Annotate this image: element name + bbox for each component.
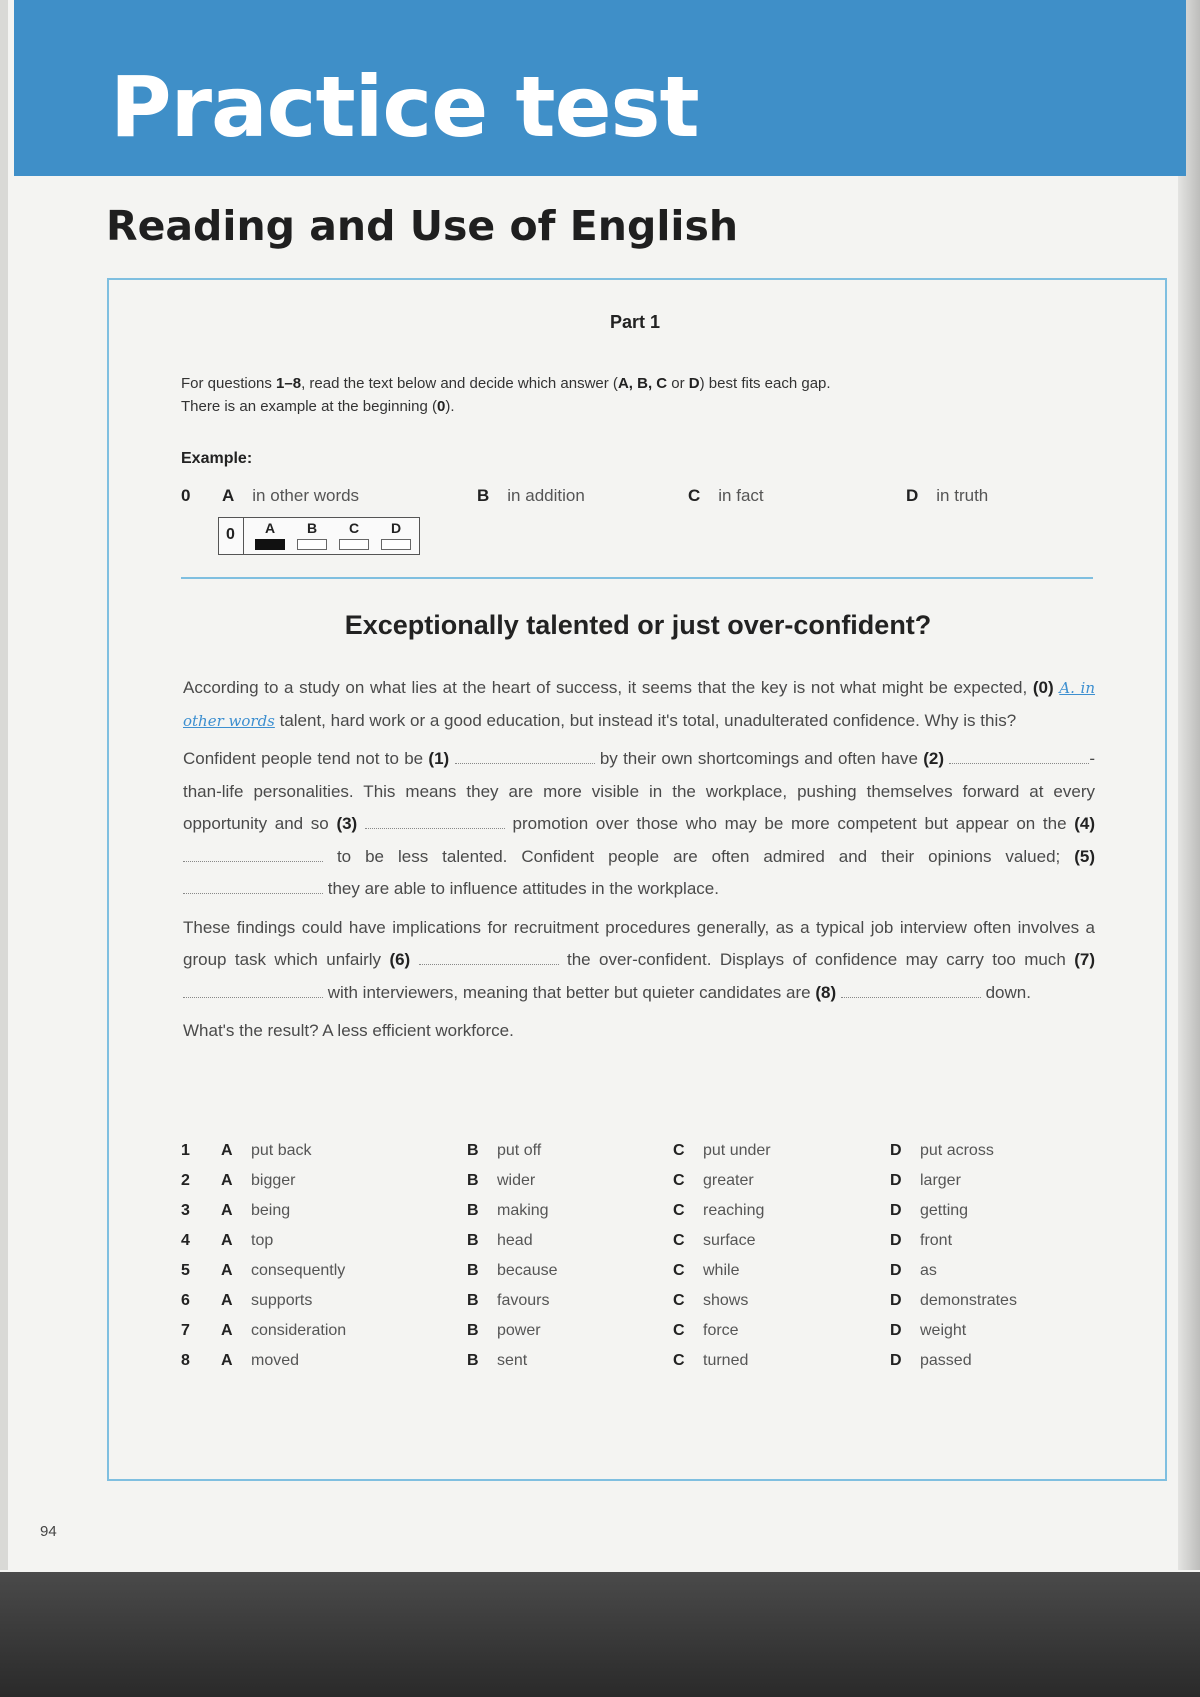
option-text: in other words <box>252 486 360 505</box>
gap-4[interactable] <box>183 847 323 862</box>
answer-option-b[interactable] <box>467 1232 533 1250</box>
option-letter: D <box>890 1232 902 1249</box>
instructions-text: ). <box>445 398 455 415</box>
article-text: down. <box>980 982 1031 1002</box>
answer-option-c[interactable] <box>673 1202 764 1220</box>
option-letter: D <box>890 1292 902 1309</box>
option-text: larger <box>920 1172 961 1189</box>
page-left-edge <box>0 0 8 1570</box>
option-letter: B <box>467 1142 479 1159</box>
answer-option-c[interactable] <box>673 1262 739 1280</box>
bubble-letter: D <box>390 520 402 536</box>
option-text: surface <box>703 1232 756 1249</box>
option-text: moved <box>251 1352 300 1369</box>
question-row <box>181 1142 1061 1172</box>
example-label: Example: <box>181 450 253 467</box>
question-row <box>181 1322 1061 1352</box>
article-text: These findings could have implications for recruitment procedures generally, as a typical job interview often involves a group task which unfairly <box>183 917 1095 969</box>
scan-bottom-shadow <box>0 1572 1200 1697</box>
question-number: 1 <box>181 1142 190 1159</box>
option-letter: A <box>221 1172 233 1189</box>
answer-option-a[interactable] <box>221 1322 346 1340</box>
gap-number: (3) <box>336 814 358 833</box>
option-letter: D <box>890 1322 902 1339</box>
example-option-b <box>477 486 585 506</box>
gap-number: (7) <box>1074 950 1095 969</box>
option-letter: C <box>673 1172 685 1189</box>
answer-option-d[interactable] <box>890 1172 961 1190</box>
answer-option-a[interactable] <box>221 1292 312 1310</box>
answer-option-b[interactable] <box>467 1322 541 1340</box>
article-text: the over-confident. Displays of confidence may carry too much <box>558 950 1075 969</box>
option-text: power <box>497 1322 541 1339</box>
gap-5[interactable] <box>183 879 323 894</box>
option-text: as <box>920 1262 937 1279</box>
article-text: promotion over those who may be more competent but appear on the <box>504 814 1075 833</box>
gap-7[interactable] <box>183 983 323 998</box>
answer-option-b[interactable] <box>467 1292 549 1310</box>
handwritten-answer: A. in other words <box>183 679 1096 730</box>
answer-option-a[interactable] <box>221 1142 311 1160</box>
option-letter: B <box>467 1172 479 1189</box>
option-text: consideration <box>251 1322 347 1339</box>
page-number: 94 <box>40 1523 57 1540</box>
gap-number: (8) <box>815 982 837 1002</box>
section-divider <box>181 577 1093 579</box>
answer-option-b[interactable] <box>467 1202 549 1220</box>
question-number: 3 <box>181 1202 190 1219</box>
option-text: shows <box>703 1292 749 1309</box>
option-text: because <box>497 1262 558 1279</box>
option-text: making <box>497 1202 549 1219</box>
gap-number: (1) <box>428 749 450 768</box>
option-text: wider <box>497 1172 536 1189</box>
option-letter: D <box>890 1352 902 1369</box>
option-text: put off <box>497 1142 542 1159</box>
option-text: greater <box>703 1172 754 1189</box>
option-letter: A <box>221 1292 233 1309</box>
example-answer-box <box>218 517 420 555</box>
instructions-text: or <box>667 375 689 392</box>
option-text: in addition <box>507 486 585 505</box>
answer-option-c[interactable] <box>673 1292 748 1310</box>
option-letter: C <box>673 1232 685 1249</box>
answer-option-c[interactable] <box>673 1142 771 1160</box>
option-letter: C <box>673 1202 685 1219</box>
answer-option-b[interactable] <box>467 1142 541 1160</box>
option-letter: A <box>221 1262 233 1279</box>
instructions-text: There is an example at the beginning ( <box>181 398 437 415</box>
option-text: put back <box>251 1142 312 1159</box>
option-letter: D <box>890 1142 902 1159</box>
option-letter: D <box>906 486 919 505</box>
article-text: According to a study on what lies at the heart of success, it seems that the key is not what might be expected, <box>183 678 1033 697</box>
option-text: weight <box>920 1322 967 1339</box>
instructions <box>181 372 1081 418</box>
option-letter: B <box>477 486 490 505</box>
option-text: put across <box>920 1142 994 1159</box>
option-text: head <box>497 1232 533 1249</box>
question-row <box>181 1262 1061 1292</box>
question-number: 7 <box>181 1322 190 1339</box>
instructions-options: D <box>688 375 700 392</box>
answer-option-b[interactable] <box>467 1262 558 1280</box>
article-text: talent, hard work or a good education, but instead it's total, unadulterated confidence. Why is this? <box>274 710 1017 730</box>
answer-bubble-b[interactable] <box>297 520 327 550</box>
answer-option-a[interactable] <box>221 1262 345 1280</box>
option-letter: B <box>467 1262 479 1279</box>
option-letter: A <box>221 1322 233 1339</box>
answer-box-number: 0 <box>226 526 235 543</box>
option-text: in truth <box>936 486 989 505</box>
option-text: turned <box>703 1352 749 1369</box>
section-title: Reading and Use of English <box>106 202 739 250</box>
article-title: Exceptionally talented or just over-confident? <box>344 610 932 640</box>
gap-number: (5) <box>1074 846 1095 866</box>
question-row <box>181 1172 1061 1202</box>
header-banner <box>14 0 1186 176</box>
option-letter: B <box>467 1232 479 1249</box>
option-letter: D <box>890 1262 902 1279</box>
gap-number: (6) <box>389 950 411 969</box>
article-text: Confident people tend not to be <box>183 749 429 768</box>
answer-option-b[interactable] <box>467 1352 527 1370</box>
option-letter: C <box>673 1292 685 1309</box>
answer-option-d[interactable] <box>890 1232 952 1250</box>
bubble-empty <box>297 539 327 550</box>
answer-option-d[interactable] <box>890 1202 968 1220</box>
option-letter: A <box>221 1352 233 1369</box>
option-text: demonstrates <box>920 1292 1017 1309</box>
instructions-text: , read the text below and decide which answer ( <box>301 375 618 392</box>
question-row <box>181 1352 1061 1382</box>
instructions-range: 1–8 <box>276 375 302 392</box>
part-label: Part 1 <box>610 312 661 332</box>
answer-option-c[interactable] <box>673 1172 754 1190</box>
article-text: -than-life personalities. This means they are more visible in the workplace, pushing themselves forward at every opportunity and so <box>183 749 1096 833</box>
option-letter: A <box>221 1232 233 1249</box>
option-letter: B <box>467 1202 479 1219</box>
gap-1[interactable] <box>455 749 595 764</box>
answer-option-a[interactable] <box>221 1232 273 1250</box>
bubble-letter: A <box>264 520 276 536</box>
option-letter: D <box>890 1172 902 1189</box>
example-option-a <box>222 486 359 506</box>
banner-title: Practice test <box>110 58 699 156</box>
option-letter: C <box>673 1142 685 1159</box>
option-letter: D <box>890 1202 902 1219</box>
article-summary: What's the result? A less efficient workforce. <box>183 1021 514 1040</box>
option-letter: B <box>467 1292 479 1309</box>
answer-option-d[interactable] <box>890 1322 966 1340</box>
answer-option-c[interactable] <box>673 1352 748 1370</box>
answer-option-d[interactable] <box>890 1142 994 1160</box>
bubble-filled <box>255 539 285 550</box>
answer-option-c[interactable] <box>673 1232 755 1250</box>
answer-bubble-a[interactable] <box>255 520 285 550</box>
gap-3[interactable] <box>365 814 505 829</box>
gap-6[interactable] <box>419 950 559 965</box>
option-text: passed <box>920 1352 972 1369</box>
answer-option-a[interactable] <box>221 1352 299 1370</box>
option-letter: B <box>467 1352 479 1369</box>
option-letter: C <box>688 486 701 505</box>
example-option-c <box>688 486 764 506</box>
option-letter: A <box>222 486 235 505</box>
option-letter: C <box>673 1352 685 1369</box>
bubble-empty <box>339 539 369 550</box>
example-option-d <box>906 486 988 506</box>
bubble-letter: C <box>348 520 360 536</box>
option-text: bigger <box>251 1172 296 1189</box>
answer-option-d[interactable] <box>890 1352 972 1370</box>
option-letter: B <box>467 1322 479 1339</box>
instructions-text: For questions <box>181 375 277 392</box>
option-text: top <box>251 1232 274 1249</box>
answer-option-d[interactable] <box>890 1292 1017 1310</box>
gap-number: (4) <box>1074 814 1095 833</box>
article-text: they are able to influence attitudes in the workplace. <box>323 879 719 898</box>
option-letter: A <box>221 1142 233 1159</box>
answer-bubble-c[interactable] <box>339 520 369 550</box>
question-row <box>181 1232 1061 1262</box>
option-text: force <box>703 1322 739 1339</box>
example-number: 0 <box>181 486 191 505</box>
bubble-empty <box>381 539 411 550</box>
instructions-text: ) best fits each gap. <box>699 375 831 392</box>
option-text: consequently <box>251 1262 346 1279</box>
article-text: with interviewers, meaning that better but quieter candidates are <box>323 982 816 1002</box>
question-number: 6 <box>181 1292 190 1309</box>
option-letter: C <box>673 1262 685 1279</box>
gap-8[interactable] <box>841 983 981 998</box>
option-letter: C <box>673 1322 685 1339</box>
article-text: to be less talented. Confident people are often admired and their opinions valued; <box>323 846 1075 866</box>
article-text: by their own shortcomings and often have <box>594 749 924 768</box>
option-text: put under <box>703 1142 771 1159</box>
option-text: front <box>920 1232 953 1249</box>
question-number: 4 <box>181 1232 190 1249</box>
instructions-options: A, B, C <box>617 375 668 392</box>
option-text: sent <box>497 1352 528 1369</box>
question-row <box>181 1292 1061 1322</box>
option-text: while <box>703 1262 740 1279</box>
option-letter: A <box>221 1202 233 1219</box>
article-paragraph-2 <box>183 743 1095 906</box>
option-text: supports <box>251 1292 313 1309</box>
article-paragraph-3 <box>183 912 1095 1010</box>
question-number: 2 <box>181 1172 190 1189</box>
answer-option-d[interactable] <box>890 1262 937 1280</box>
gap-number: (0) <box>1032 678 1054 697</box>
option-text: favours <box>497 1292 550 1309</box>
instructions-zero: 0 <box>437 398 446 415</box>
answer-option-a[interactable] <box>221 1202 290 1220</box>
option-text: getting <box>920 1202 969 1219</box>
answer-option-c[interactable] <box>673 1322 739 1340</box>
bubble-letter: B <box>306 520 318 536</box>
gap-2[interactable] <box>949 749 1089 764</box>
article-paragraph-1 <box>183 672 1095 737</box>
question-row <box>181 1202 1061 1232</box>
answer-box-divider <box>243 518 244 554</box>
answer-option-a[interactable] <box>221 1172 295 1190</box>
question-number: 8 <box>181 1352 190 1369</box>
option-text: reaching <box>703 1202 765 1219</box>
article-body <box>183 672 1095 1054</box>
gap-number: (2) <box>923 749 945 768</box>
answer-option-b[interactable] <box>467 1172 535 1190</box>
answer-bubble-d[interactable] <box>381 520 411 550</box>
question-number: 5 <box>181 1262 190 1279</box>
page-right-edge <box>1178 0 1200 1570</box>
option-text: being <box>251 1202 291 1219</box>
option-text: in fact <box>718 486 764 505</box>
